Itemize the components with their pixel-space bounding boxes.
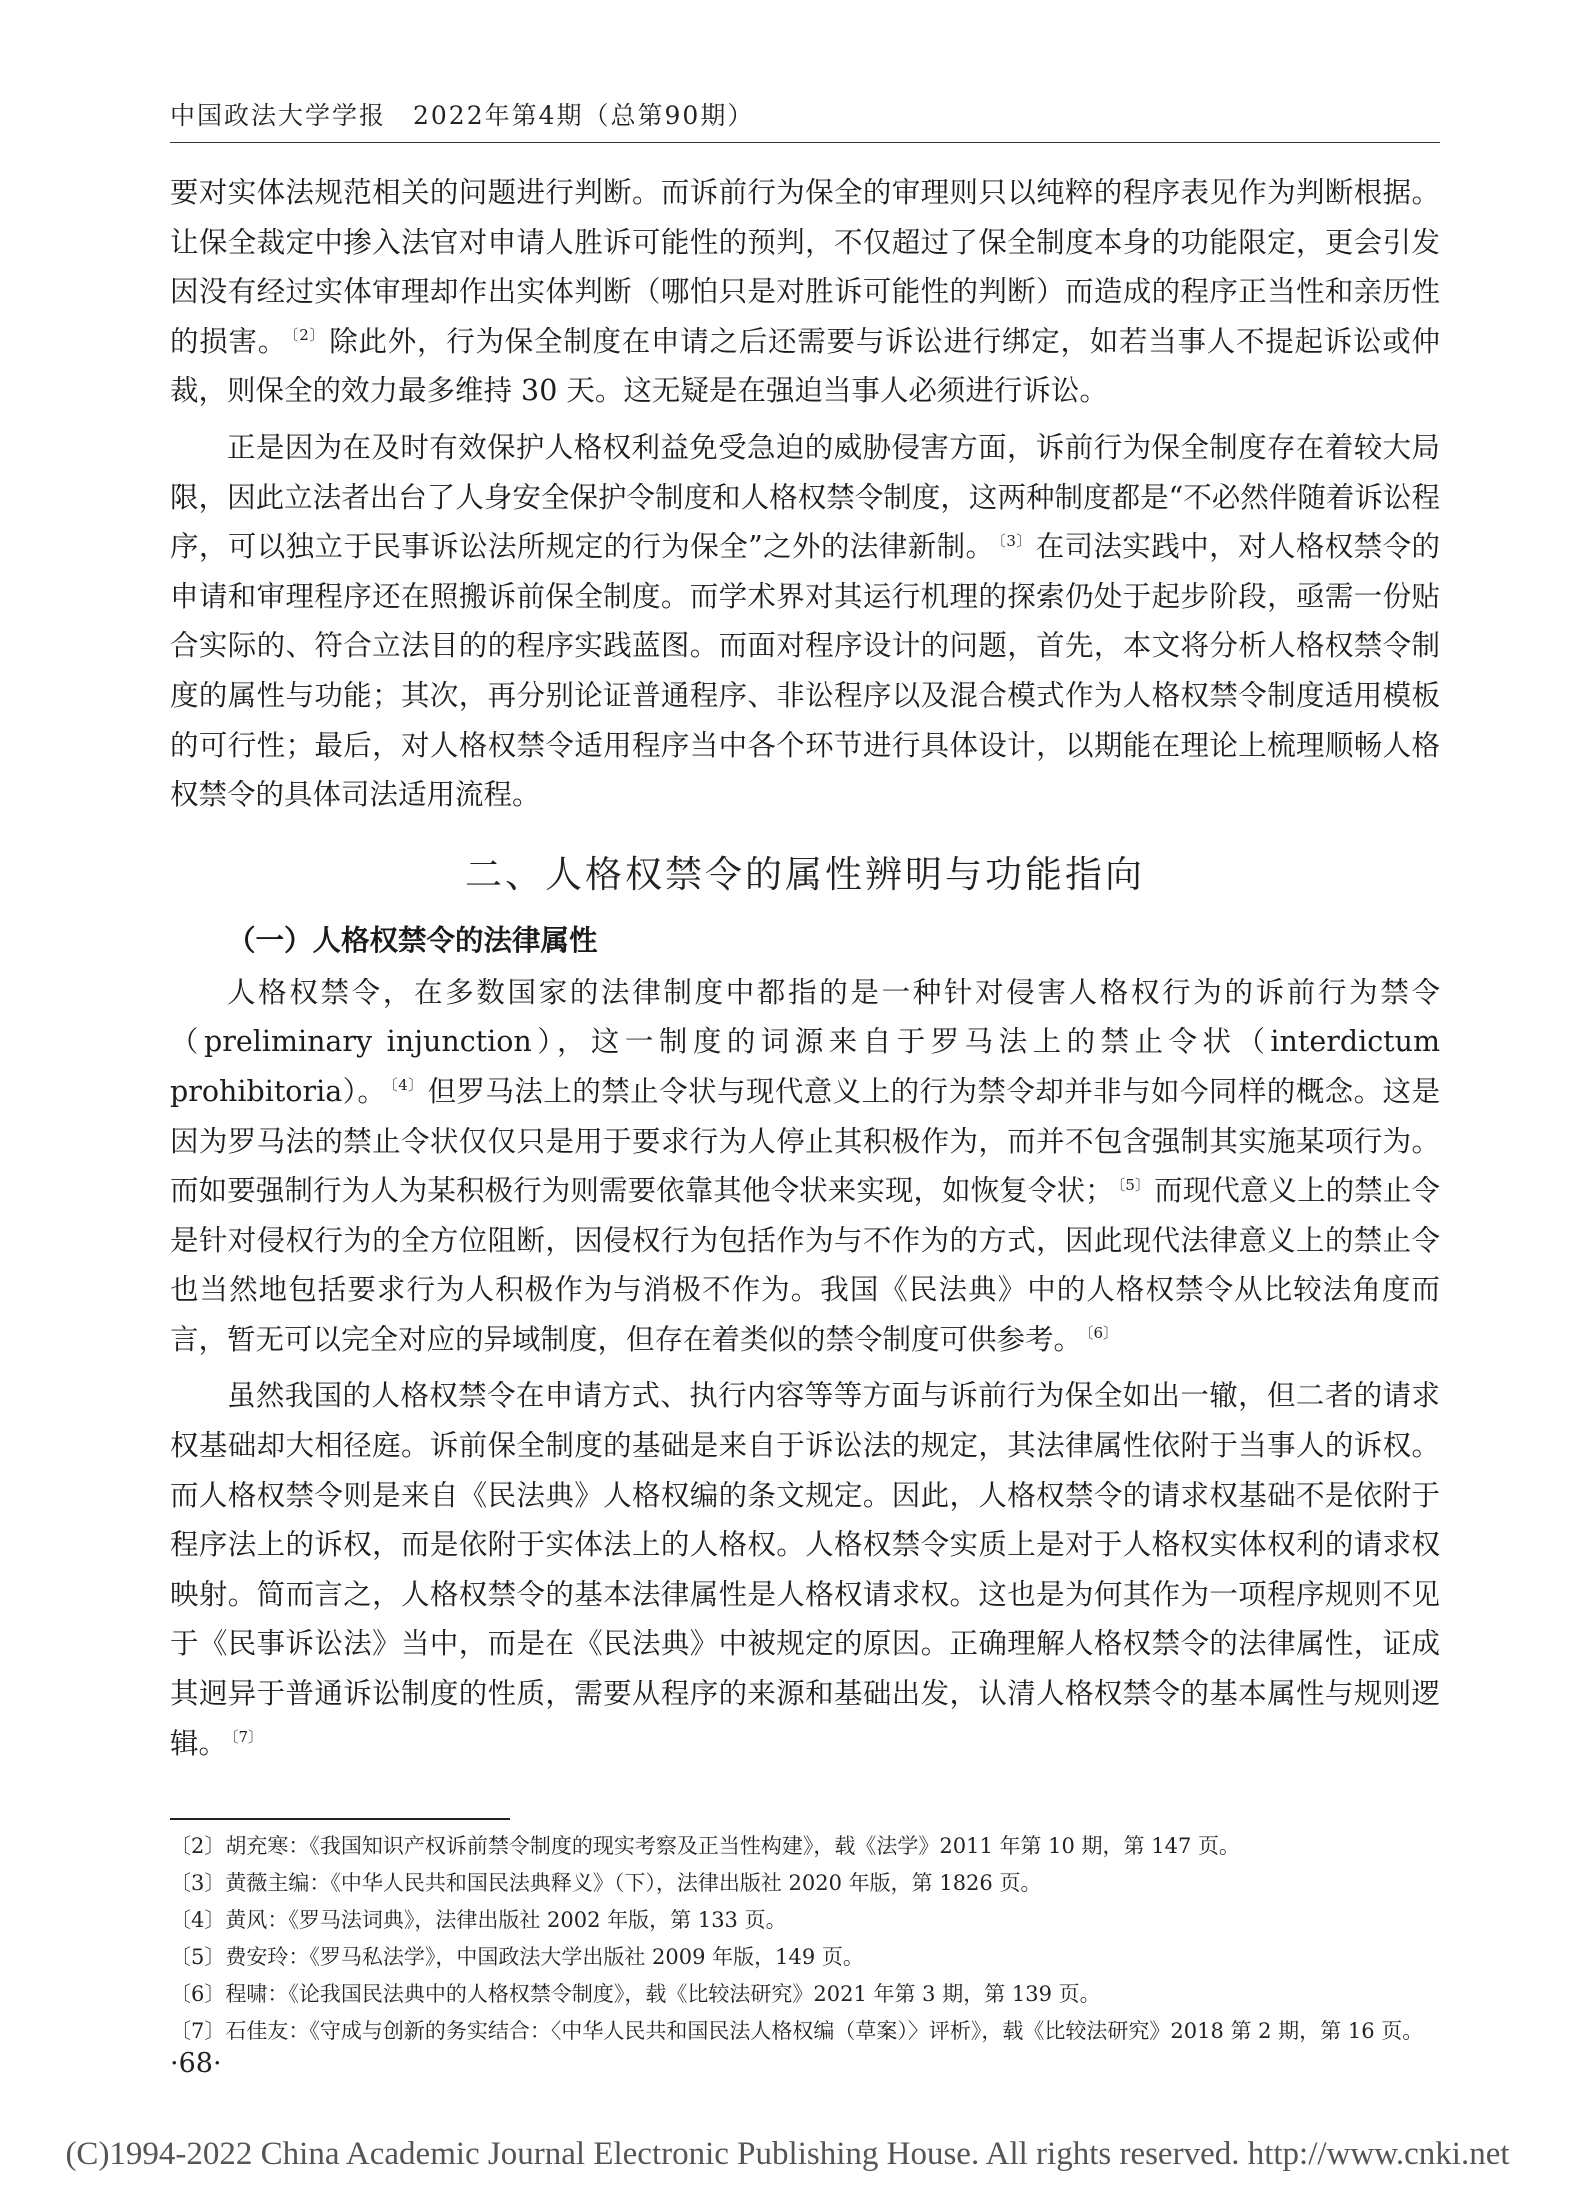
- copyright-notice: (C)1994-2022 China Academic Journal Electronic Publishing House. All rights reserved. http://www.cnki.net: [65, 2136, 1510, 2172]
- section-heading: 二、人格权禁令的属性辨明与功能指向: [465, 852, 1145, 896]
- footnote-item: 〔6〕程啸：《论我国民法典中的人格权禁令制度》，载《比较法研究》2021 年第 3 期，第 139 页。: [170, 1982, 1101, 2006]
- footnote-item: 〔7〕石佳友：《守成与创新的务实结合：〈中华人民共和国民法人格权编（草案）〉评析》，载《比较法研究》2018 第 2 期，第 16 页。: [170, 2019, 1424, 2043]
- footnote-ref-5[interactable]: 〔5〕: [1117, 1175, 1151, 1194]
- paragraph-text: 但罗马法上的禁止令状与现代意义上的行为禁令却并非与如今同样的概念。这是因为罗马法的禁止令状仅仅只是用于要求行为人停止其积极作为，而并不包含强制其实施某项行为。而如要强制行为人为某积极行为则需要依靠其他令状来实现，如恢复令状；: [170, 1074, 1440, 1208]
- paragraph-text: 虽然我国的人格权禁令在申请方式、执行内容等等方面与诉前行为保全如出一辙，但二者的请求权基础却大相径庭。诉前保全制度的基础是来自于诉讼法的规定，其法律属性依附于当事人的诉权。而人格权禁令则是来自《民法典》人格权编的条文规定。因此，人格权禁令的请求权基础不是依附于程序法上的诉权，而是依附于实体法上的人格权。人格权禁令实质上是对于人格权实体权利的请求权映射。简而言之，人格权禁令的基本法律属性是人格权请求权。这也是为何其作为一项程序规则不见于《民事诉讼法》当中，而是在《民法典》中被规定的原因。正确理解人格权禁令的法律属性，证成其迥异于普通诉讼制度的性质，需要从程序的来源和基础出发，认清人格权禁令的基本属性与规则逻辑。: [170, 1379, 1440, 1760]
- footnote-ref-3[interactable]: 〔3〕: [998, 531, 1032, 550]
- paragraph-text: 正是因为在及时有效保护人格权利益免受急迫的威胁侵害方面，诉前行为保全制度存在着较大局限，因此立法者出台了人身安全保护令制度和人格权禁令制度，这两种制度都是“不必然伴随着诉讼程序，可以独立于民事诉讼法所规定的行为保全”之外的法律新制。: [170, 430, 1440, 564]
- paragraph-text: 在司法实践中，对人格权禁令的申请和审理程序还在照搬诉前保全制度。而学术界对其运行机理的探索仍处于起步阶段，亟需一份贴合实际的、符合立法目的的程序实践蓝图。而面对程序设计的问题，首先，本文将分析人格权禁令制度的属性与功能；其次，再分别论证普通程序、非讼程序以及混合模式作为人格权禁令制度适用模板的可行性；最后，对人格权禁令适用程序当中各个环节进行具体设计，以期能在理论上梳理顺畅人格权禁令的具体司法适用流程。: [170, 530, 1440, 812]
- page-number: ·68·: [170, 2048, 222, 2079]
- footnote-item: 〔2〕胡充寒：《我国知识产权诉前禁令制度的现实考察及正当性构建》，载《法学》2011 年第 10 期，第 147 页。: [170, 1834, 1240, 1858]
- footnote-ref-7[interactable]: 〔7〕: [231, 1728, 264, 1747]
- footnote-item: 〔3〕黄薇主编：《中华人民共和国民法典释义》（下），法律出版社 2020 年版，第 1826 页。: [170, 1871, 1042, 1895]
- paragraph-text: 而现代意义上的禁止令是针对侵权行为的全方位阻断，因侵权行为包括作为与不作为的方式，因此现代法律意义上的禁止令也当然地包括要求行为人积极作为与消极不作为。我国《民法典》中的人格权禁令从比较法角度而言，暂无可以完全对应的异域制度，但存在着类似的禁令制度可供参考。: [170, 1174, 1440, 1356]
- paragraph-claim-basis: [170, 1371, 1440, 1768]
- paragraph-continuation: [170, 168, 1440, 416]
- footnote-divider: [170, 1818, 510, 1820]
- paragraph-intro-limits: [170, 423, 1440, 820]
- footnote-item: 〔4〕黄风：《罗马法词典》，法律出版社 2002 年版，第 133 页。: [170, 1908, 787, 1932]
- paragraph-text: 人格权禁令，在多数国家的法律制度中都指的是一种针对侵害人格权行为的诉前行为禁令（preliminary injunction），这一制度的词源来自于罗马法上的禁止令状（interdictum prohibitoria）。: [170, 975, 1440, 1108]
- footnote-ref-4[interactable]: 〔4〕: [390, 1076, 424, 1095]
- header-divider: [170, 142, 1440, 143]
- footnote-item: 〔5〕费安玲：《罗马私法学》，中国政法大学出版社 2009 年版，149 页。: [170, 1945, 864, 1969]
- footnotes: [170, 1828, 1440, 2050]
- footnote-ref-6[interactable]: 〔6〕: [1086, 1324, 1119, 1343]
- footnote-ref-2[interactable]: 〔2〕: [291, 326, 326, 345]
- paragraph-text: 要对实体法规范相关的问题进行判断。而诉前行为保全的审理则只以纯粹的程序表见作为判断根据。让保全裁定中掺入法官对申请人胜诉可能性的预判，不仅超过了保全制度本身的功能限定，更会引发因没有经过实体审理却作出实体判断（哪怕只是对胜诉可能性的判断）而造成的程序正当性和亲历性的损害。: [170, 176, 1440, 358]
- paragraph-legal-nature: [170, 968, 1440, 1365]
- running-header: 中国政法大学学报 2022年第4期（总第90期）: [170, 101, 755, 130]
- article-body: [170, 168, 1440, 1775]
- subsection-heading: （一）人格权禁令的法律属性: [227, 923, 598, 957]
- paragraph-text: 除此外，行为保全制度在申请之后还需要与诉讼进行绑定，如若当事人不提起诉讼或仲裁，则保全的效力最多维持 30 天。这无疑是在强迫当事人必须进行诉讼。: [170, 324, 1440, 408]
